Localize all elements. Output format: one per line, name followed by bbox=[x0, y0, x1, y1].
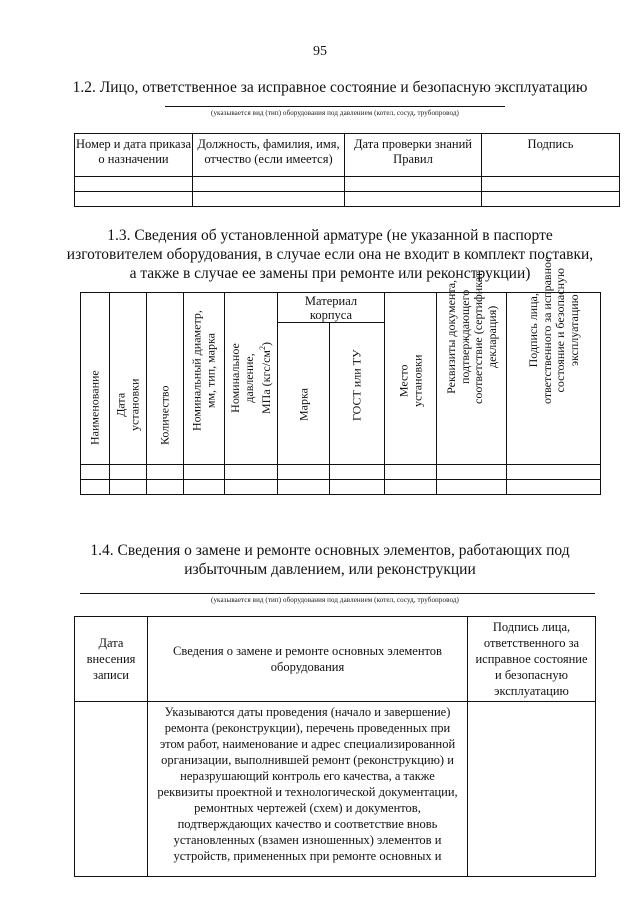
section-1-4-title-line: 1.4. Сведения о замене и ремонте основных элементов, работающих под bbox=[90, 542, 570, 559]
table-cell bbox=[81, 480, 110, 495]
table-cell bbox=[330, 480, 385, 495]
table-row bbox=[75, 177, 620, 192]
table-cell bbox=[184, 480, 225, 495]
section-1-4-title-line: избыточным давлением, или реконструкции bbox=[184, 561, 476, 578]
table-row bbox=[75, 702, 596, 877]
section-1-3-title-line: изготовителем оборудования, в случае если она не входит в комплект поставки, bbox=[66, 246, 594, 263]
fill-line-1-4 bbox=[80, 593, 595, 594]
header-name: Наименование bbox=[81, 293, 110, 465]
header-repair-info: Сведения о замене и ремонте основных элементов оборудования bbox=[148, 617, 468, 702]
repair-info-description: Указываются даты проведения (начало и завершение) ремонта (реконструкции), перечень проведенных при этом работ, наименование и адрес специализированной организации, выполнившей ремонт (реконструкцию) и неразрушающий контроль его качества, а также реквизиты проектной и технологической документации, ремонтных чертежей (схем) и документов, подтверждающих качество и соответствие вновь установленных (взамен изношенных) элементов и устройств, примененных при ремонте основных и bbox=[148, 702, 468, 877]
responsible-person-table bbox=[74, 133, 620, 207]
table-cell bbox=[75, 177, 193, 192]
table-cell bbox=[278, 465, 330, 480]
table-cell bbox=[147, 480, 184, 495]
table-cell bbox=[345, 177, 482, 192]
table-cell bbox=[110, 465, 147, 480]
header-nominal-diameter: Номинальный диаметр, мм, тип, марка bbox=[184, 293, 225, 465]
header-position-name: Должность, фамилия, имя, отчество (если имеется) bbox=[193, 134, 345, 177]
section-1-4-title bbox=[40, 541, 620, 579]
table-row bbox=[81, 480, 601, 495]
section-1-3-title-line: а также в случае ее замены при ремонте или реконструкции) bbox=[129, 265, 531, 282]
repair-records-table bbox=[74, 616, 596, 877]
header-entry-date: Дата внесения записи bbox=[75, 617, 148, 702]
header-knowledge-check-date: Дата проверки знаний Правил bbox=[345, 134, 482, 177]
section-1-2-title: 1.2. Лицо, ответственное за исправное состояние и безопасную эксплуатацию bbox=[72, 79, 588, 96]
table-header-row bbox=[75, 617, 596, 702]
header-order-number: Номер и дата приказа о назначении bbox=[75, 134, 193, 177]
table-cell bbox=[437, 465, 507, 480]
header-body-material: Материал корпуса bbox=[278, 293, 385, 323]
table-row bbox=[75, 192, 620, 207]
table-cell bbox=[507, 480, 601, 495]
table-header-row bbox=[81, 293, 601, 323]
page-number: 95 bbox=[313, 44, 327, 59]
table-cell bbox=[75, 192, 193, 207]
header-nominal-pressure: Номинальное давление, МПа $(кгс/см^2)$ bbox=[225, 293, 278, 465]
table-cell bbox=[385, 480, 437, 495]
table-cell bbox=[437, 480, 507, 495]
table-cell bbox=[225, 480, 278, 495]
table-cell bbox=[330, 465, 385, 480]
table-cell bbox=[482, 192, 620, 207]
fill-line-1-2 bbox=[165, 106, 505, 107]
table-cell bbox=[147, 465, 184, 480]
table-cell bbox=[507, 465, 601, 480]
table-cell bbox=[193, 177, 345, 192]
table-cell bbox=[75, 702, 148, 877]
table-cell bbox=[110, 480, 147, 495]
header-quantity: Количество bbox=[147, 293, 184, 465]
table-row bbox=[81, 465, 601, 480]
table-header-row bbox=[75, 134, 620, 177]
equipment-type-hint-1-2: (указывается вид (тип) оборудования под давлением (котел, сосуд, трубопровод) bbox=[211, 109, 459, 117]
table-cell bbox=[225, 465, 278, 480]
header-material-grade: Марка bbox=[278, 323, 330, 465]
equipment-type-hint-1-4: (указывается вид (тип) оборудования под давлением (котел, сосуд, трубопровод) bbox=[211, 596, 459, 604]
table-cell bbox=[468, 702, 596, 877]
table-cell bbox=[345, 192, 482, 207]
header-conformity-docs: Реквизиты документа, подтверждающего соответствие (сертификат, декларация) bbox=[437, 293, 507, 465]
table-cell bbox=[482, 177, 620, 192]
header-install-date: Дата установки bbox=[110, 293, 147, 465]
table-cell bbox=[184, 465, 225, 480]
header-responsible-signature: Подпись лица, ответственного за исправное состояние и безопасную эксплуатацию bbox=[468, 617, 596, 702]
table-cell bbox=[193, 192, 345, 207]
section-1-3-title-line: 1.3. Сведения об установленной арматуре (не указанной в паспорте bbox=[107, 227, 553, 244]
header-signature: Подпись bbox=[482, 134, 620, 177]
header-responsible-signature: Подпись лица, ответственного за исправное состояние и безопасную эксплуатацию bbox=[507, 293, 601, 465]
table-cell bbox=[278, 480, 330, 495]
header-material-standard: ГОСТ или ТУ bbox=[330, 323, 385, 465]
table-cell bbox=[81, 465, 110, 480]
header-install-place: Место установки bbox=[385, 293, 437, 465]
table-cell bbox=[385, 465, 437, 480]
